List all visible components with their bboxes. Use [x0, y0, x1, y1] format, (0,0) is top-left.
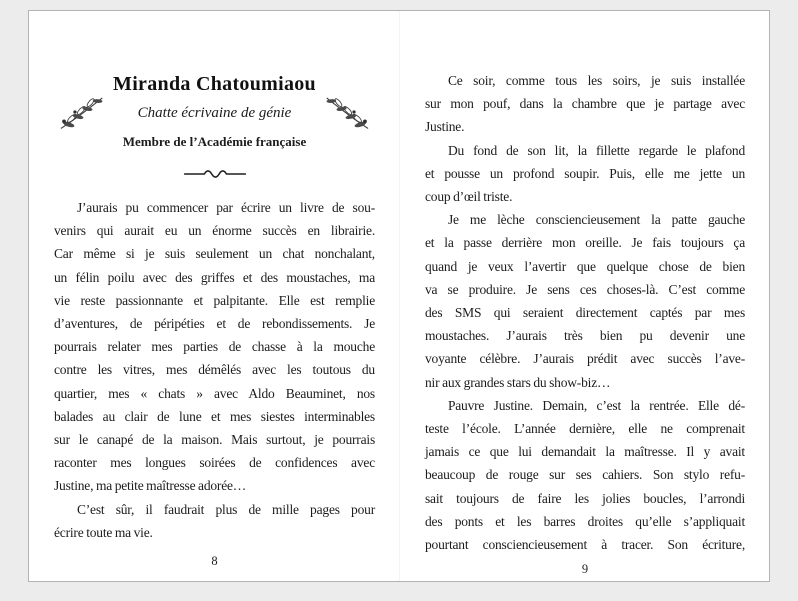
text-line: Pauvre Justine. Demain, c’est la rentrée. Elle dé-: [447, 397, 745, 413]
text-line: pourrais relater mes parties de chasse à la mouche: [54, 339, 375, 355]
text-line: J’aurais pu commencer par écrire un livre de sou-: [76, 200, 375, 215]
page-right: [399, 11, 769, 581]
paragraph: [425, 208, 745, 394]
paragraph: [54, 196, 375, 498]
paragraph: [425, 139, 745, 209]
chapter-membership: Membre de l’Académie française: [122, 134, 307, 149]
text-line: venirs qui aurait eu un énorme succès en librairie.: [54, 223, 375, 239]
wavy-divider-icon: [54, 168, 375, 180]
wavy-divider-svg: [183, 168, 247, 180]
text-line: des SMS qui seraient directement captés par mes: [425, 305, 745, 321]
text-line: C’est sûr, il faudrait plus de mille pages pour: [76, 501, 375, 517]
paragraph: [425, 394, 745, 556]
text-line: Je me lèche consciencieusement la patte gauche: [447, 212, 745, 228]
text-line: voyante célèbre. J’aurais prédit avec succès l’ave-: [425, 351, 745, 367]
chapter-header-text: [113, 73, 316, 150]
text-line: va se produire. Je sens ces choses-là. C’est comme: [425, 281, 745, 297]
text-line: quand je veux l’avertir que quelque chose de bien: [425, 258, 745, 274]
text-line: sur mon pouf, dans la chambre que je partage avec: [425, 96, 745, 112]
chapter-title: Miranda Chatoumiaou: [113, 73, 316, 95]
text-line: Ce soir, comme tous les soirs, je suis installée: [447, 73, 745, 88]
text-line: quartier, mes « chats » avec Aldo Beauminet, nos: [54, 385, 375, 401]
page-text-right: [425, 69, 745, 556]
text-line: un félin poilu avec des griffes et des moustaches, ma: [54, 269, 375, 285]
page-number-right: 9: [581, 562, 589, 577]
paragraph: [54, 498, 375, 544]
text-line: Justine, ma petite maîtresse adorée…: [54, 478, 247, 494]
text-line: pourtant consciencieusement à tracer. Son écriture,: [425, 537, 745, 553]
text-line: d’aventures, de péripéties et de rebondissements. Je: [54, 316, 375, 332]
text-line: et pousse un profond soupir. Puis, elle me jette un: [425, 165, 745, 181]
text-line: raconter mes longues soirées de confidences avec: [54, 455, 375, 471]
text-line: vie reste passionnante et palpitante. Elle est remplie: [54, 292, 375, 308]
text-line: écrire toute ma vie.: [54, 524, 153, 540]
text-line: et la passe derrière mon oreille. Je fais toujours ça: [425, 235, 745, 251]
page-text-left: [54, 196, 375, 544]
text-line: des ponts et les barres droites qu’elle s’appliquait: [425, 513, 745, 529]
text-line: moustaches. J’aurais très bien pu devenir une: [425, 328, 745, 344]
page-number-left: 8: [211, 554, 218, 568]
page-left: [29, 11, 399, 581]
text-line: nir aux grandes stars du show-biz…: [425, 374, 611, 390]
text-line: sait toujours de faire les jolies boucles, l’arrondi: [425, 490, 745, 506]
text-line: teste l’école. L’année dernière, elle ne comprenait: [425, 421, 745, 437]
text-line: Car même si je suis seulement un chat nonchalant,: [54, 246, 375, 262]
olive-branch-left-icon: [57, 90, 107, 134]
chapter-subtitle: Chatte écrivaine de génie: [137, 105, 292, 121]
text-line: balades au clair de lune et mes siestes interminables: [54, 408, 375, 424]
text-line: jamais ce que lui demandait la maîtresse. Il y avait: [425, 444, 745, 460]
chapter-header: [46, 73, 383, 150]
book-spread: [28, 10, 770, 582]
olive-branch-svg: [322, 90, 372, 134]
olive-branch-right-icon: [322, 90, 372, 134]
text-line: sur le canapé de la maison. Mais surtout, je pourrais: [54, 432, 375, 448]
olive-branch-svg: [57, 90, 107, 134]
text-line: Justine.: [425, 119, 465, 135]
text-line: coup d’œil triste.: [425, 189, 513, 205]
paragraph: [425, 69, 745, 139]
text-line: Du fond de son lit, la fillette regarde le plafond: [447, 142, 745, 158]
text-line: beaucoup de rouge sur ses cahiers. Son stylo refu-: [425, 467, 745, 483]
text-line: contre les vitres, mes démêlés avec les toutous du: [54, 362, 375, 378]
